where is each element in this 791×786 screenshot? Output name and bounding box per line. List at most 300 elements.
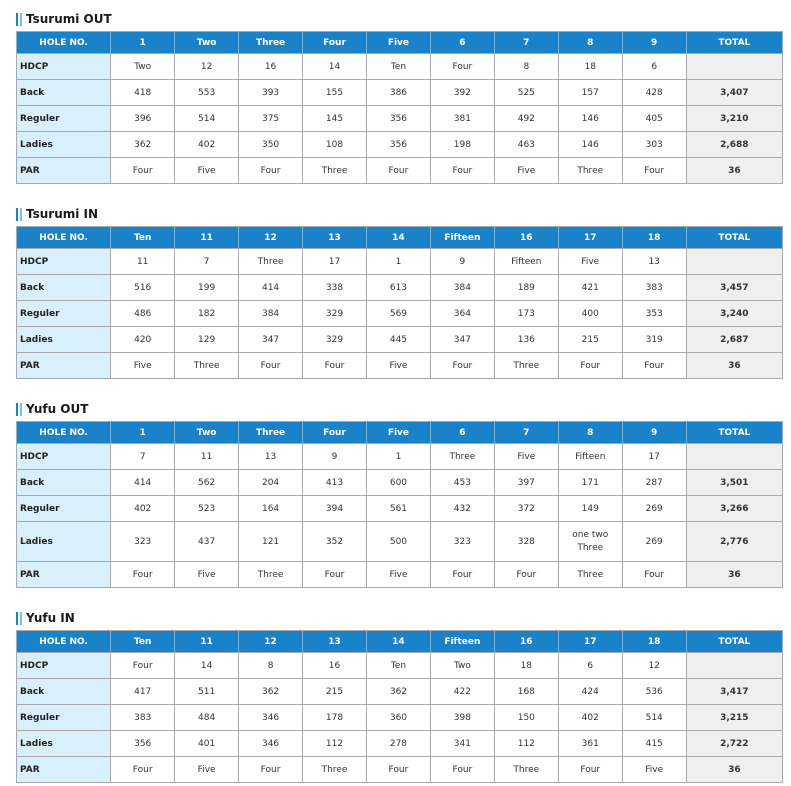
table-cell: 7	[175, 249, 239, 275]
hole-header: Fifteen	[430, 227, 494, 249]
total-cell: 3,501	[686, 470, 782, 496]
table-cell: Five	[366, 562, 430, 588]
row-label: Back	[17, 679, 111, 705]
hole-no-header: HOLE NO.	[17, 631, 111, 653]
table-cell: Five	[494, 158, 558, 184]
table-cell: Four	[303, 353, 367, 379]
row-label: Reguler	[17, 705, 111, 731]
table-cell: 492	[494, 106, 558, 132]
table-cell: 420	[111, 327, 175, 353]
table-cell: 341	[430, 731, 494, 757]
hole-header: 8	[558, 422, 622, 444]
total-header: TOTAL	[686, 422, 782, 444]
title-bar-icon	[20, 403, 22, 416]
table-cell: 6	[558, 653, 622, 679]
table-cell: 7	[111, 444, 175, 470]
hole-header: Ten	[111, 631, 175, 653]
header-row	[17, 422, 783, 444]
table-cell: 328	[494, 522, 558, 562]
hole-header: 13	[303, 631, 367, 653]
table-cell: Ten	[366, 54, 430, 80]
table-cell: 303	[622, 132, 686, 158]
table-cell: 392	[430, 80, 494, 106]
title-bar-icon	[20, 612, 22, 625]
table-cell: 146	[558, 132, 622, 158]
total-cell: 36	[686, 562, 782, 588]
table-cell: Four	[430, 158, 494, 184]
table-cell: 155	[303, 80, 367, 106]
table-cell: 424	[558, 679, 622, 705]
row-label: Reguler	[17, 496, 111, 522]
table-cell: 1	[366, 444, 430, 470]
table-cell: 323	[430, 522, 494, 562]
table-cell: 14	[175, 653, 239, 679]
total-cell: 2,722	[686, 731, 782, 757]
table-cell: 384	[239, 301, 303, 327]
table-cell: 215	[303, 679, 367, 705]
table-cell: Three	[558, 562, 622, 588]
hole-header: 16	[494, 631, 558, 653]
table-cell: Three	[430, 444, 494, 470]
table-cell: 14	[303, 54, 367, 80]
table-cell: 414	[111, 470, 175, 496]
table-cell: 523	[175, 496, 239, 522]
table-cell: 352	[303, 522, 367, 562]
table-cell: 18	[494, 653, 558, 679]
table-cell: 11	[175, 444, 239, 470]
table-cell: 164	[239, 496, 303, 522]
hole-header: 8	[558, 32, 622, 54]
row-label: PAR	[17, 158, 111, 184]
hole-header: 18	[622, 227, 686, 249]
row-label: PAR	[17, 562, 111, 588]
table-cell: 356	[366, 106, 430, 132]
hole-header: 12	[239, 631, 303, 653]
table-cell: Five	[366, 353, 430, 379]
table-cell: Three	[558, 158, 622, 184]
table-cell: 112	[494, 731, 558, 757]
table-cell: 157	[558, 80, 622, 106]
table-cell: 486	[111, 301, 175, 327]
table-cell: 402	[175, 132, 239, 158]
hole-no-header: HOLE NO.	[17, 32, 111, 54]
table-cell: Four	[111, 562, 175, 588]
table-cell: 375	[239, 106, 303, 132]
row-label: Ladies	[17, 522, 111, 562]
table-cell: 402	[558, 705, 622, 731]
hole-header: Fifteen	[430, 631, 494, 653]
title-bar-icon	[16, 208, 18, 221]
row-label: HDCP	[17, 653, 111, 679]
table-cell: Fifteen	[558, 444, 622, 470]
table-cell: 204	[239, 470, 303, 496]
table-cell: Four	[558, 353, 622, 379]
table-cell: Four	[622, 158, 686, 184]
table-cell: 347	[430, 327, 494, 353]
table-cell: 1	[366, 249, 430, 275]
table-cell: 361	[558, 731, 622, 757]
table-cell: Three	[239, 249, 303, 275]
total-cell: 2,687	[686, 327, 782, 353]
table-cell: Five	[175, 158, 239, 184]
header-row	[17, 227, 783, 249]
title-bar-icon	[16, 13, 18, 26]
table-cell: 9	[303, 444, 367, 470]
hole-header: Four	[303, 422, 367, 444]
hole-no-header: HOLE NO.	[17, 227, 111, 249]
table-cell: 362	[111, 132, 175, 158]
row-label: HDCP	[17, 249, 111, 275]
table-cell: Five	[494, 444, 558, 470]
table-cell: 396	[111, 106, 175, 132]
table-cell: Four	[111, 757, 175, 783]
table-cell: 287	[622, 470, 686, 496]
section-yufu-out	[16, 401, 783, 588]
total-header: TOTAL	[686, 227, 782, 249]
section-title	[16, 11, 783, 27]
header-row	[17, 631, 783, 653]
total-cell	[686, 54, 782, 80]
table-cell: 536	[622, 679, 686, 705]
table-cell: 516	[111, 275, 175, 301]
table-cell: 463	[494, 132, 558, 158]
table-cell: Four	[622, 353, 686, 379]
table-cell: Five	[558, 249, 622, 275]
table-cell: 383	[622, 275, 686, 301]
hole-header: 6	[430, 32, 494, 54]
section-title	[16, 206, 783, 222]
table-cell: 9	[430, 249, 494, 275]
row-label: HDCP	[17, 54, 111, 80]
table-cell: Three	[175, 353, 239, 379]
table-cell: Five	[622, 757, 686, 783]
table-cell: 149	[558, 496, 622, 522]
table-cell: 18	[558, 54, 622, 80]
table-cell: 178	[303, 705, 367, 731]
section-title-text: Yufu IN	[26, 611, 75, 625]
table-cell: Four	[239, 158, 303, 184]
table-row	[17, 353, 783, 379]
table-cell: 525	[494, 80, 558, 106]
hole-header: Three	[239, 422, 303, 444]
section-tsurumi-in	[16, 206, 783, 379]
table-cell: 500	[366, 522, 430, 562]
table-cell: Five	[111, 353, 175, 379]
total-cell	[686, 444, 782, 470]
total-cell: 36	[686, 757, 782, 783]
table-cell: 428	[622, 80, 686, 106]
table-cell: Four	[366, 757, 430, 783]
table-cell: 400	[558, 301, 622, 327]
hole-header: Ten	[111, 227, 175, 249]
total-cell: 3,240	[686, 301, 782, 327]
table-cell: 413	[303, 470, 367, 496]
scorecard-table	[16, 31, 783, 184]
table-cell: 108	[303, 132, 367, 158]
table-cell: Four	[239, 353, 303, 379]
table-row	[17, 54, 783, 80]
table-cell: 356	[111, 731, 175, 757]
table-cell: 319	[622, 327, 686, 353]
hole-header: 7	[494, 32, 558, 54]
table-cell: 278	[366, 731, 430, 757]
total-cell: 3,457	[686, 275, 782, 301]
table-row	[17, 158, 783, 184]
table-cell: 16	[239, 54, 303, 80]
table-cell: 146	[558, 106, 622, 132]
table-cell: 394	[303, 496, 367, 522]
table-row	[17, 562, 783, 588]
table-cell: Five	[175, 757, 239, 783]
section-tsurumi-out	[16, 11, 783, 184]
table-cell: Three	[494, 353, 558, 379]
table-cell: 397	[494, 470, 558, 496]
table-cell: 360	[366, 705, 430, 731]
table-cell: 421	[558, 275, 622, 301]
table-cell: 17	[303, 249, 367, 275]
table-cell: 384	[430, 275, 494, 301]
table-cell: 356	[366, 132, 430, 158]
total-cell: 3,266	[686, 496, 782, 522]
hole-no-header: HOLE NO.	[17, 422, 111, 444]
table-cell: Four	[430, 562, 494, 588]
hole-header: Three	[239, 32, 303, 54]
row-label: Reguler	[17, 301, 111, 327]
total-header: TOTAL	[686, 32, 782, 54]
table-row	[17, 132, 783, 158]
table-cell: 445	[366, 327, 430, 353]
total-cell: 2,688	[686, 132, 782, 158]
row-label: Back	[17, 80, 111, 106]
total-cell	[686, 653, 782, 679]
table-cell: 398	[430, 705, 494, 731]
table-cell: 514	[175, 106, 239, 132]
table-cell: Four	[111, 158, 175, 184]
table-cell: 189	[494, 275, 558, 301]
table-cell: 453	[430, 470, 494, 496]
table-cell: 484	[175, 705, 239, 731]
hole-header: 11	[175, 227, 239, 249]
section-title-text: Tsurumi OUT	[26, 12, 112, 26]
table-cell: 405	[622, 106, 686, 132]
table-cell: 353	[622, 301, 686, 327]
hole-header: 11	[175, 631, 239, 653]
total-header: TOTAL	[686, 631, 782, 653]
hole-header: Five	[366, 422, 430, 444]
table-row	[17, 705, 783, 731]
table-cell: Four	[622, 562, 686, 588]
header-row	[17, 32, 783, 54]
total-cell: 36	[686, 158, 782, 184]
scorecard-table	[16, 630, 783, 783]
table-cell: 346	[239, 705, 303, 731]
table-row	[17, 327, 783, 353]
table-cell: 350	[239, 132, 303, 158]
row-label: Reguler	[17, 106, 111, 132]
table-cell: 414	[239, 275, 303, 301]
table-cell: 182	[175, 301, 239, 327]
title-bar-icon	[16, 612, 18, 625]
table-cell: 402	[111, 496, 175, 522]
table-cell: 12	[622, 653, 686, 679]
table-cell: 168	[494, 679, 558, 705]
table-cell: Four	[239, 757, 303, 783]
table-row	[17, 496, 783, 522]
hole-header: 9	[622, 422, 686, 444]
section-title-text: Yufu OUT	[26, 402, 89, 416]
table-cell: Ten	[366, 653, 430, 679]
total-cell: 2,776	[686, 522, 782, 562]
table-cell: 13	[239, 444, 303, 470]
table-cell: 13	[622, 249, 686, 275]
row-label: HDCP	[17, 444, 111, 470]
table-row	[17, 470, 783, 496]
table-cell: 17	[622, 444, 686, 470]
hole-header: 6	[430, 422, 494, 444]
scorecard-table	[16, 421, 783, 588]
table-cell: 16	[303, 653, 367, 679]
table-cell: Four	[111, 653, 175, 679]
table-cell: Four	[430, 54, 494, 80]
table-cell: Four	[558, 757, 622, 783]
table-row	[17, 444, 783, 470]
table-cell: 112	[303, 731, 367, 757]
table-row	[17, 679, 783, 705]
table-cell: 12	[175, 54, 239, 80]
table-cell: 346	[239, 731, 303, 757]
table-cell: Four	[494, 562, 558, 588]
table-cell: 199	[175, 275, 239, 301]
hole-header: 14	[366, 631, 430, 653]
table-cell: 145	[303, 106, 367, 132]
table-cell: Three	[239, 562, 303, 588]
hole-header: 9	[622, 32, 686, 54]
row-label: PAR	[17, 757, 111, 783]
table-cell: 432	[430, 496, 494, 522]
table-cell: 381	[430, 106, 494, 132]
hole-header: Five	[366, 32, 430, 54]
table-cell: 136	[494, 327, 558, 353]
table-cell: 511	[175, 679, 239, 705]
table-row	[17, 249, 783, 275]
table-cell: Three	[303, 757, 367, 783]
table-cell: Two	[430, 653, 494, 679]
table-cell: 329	[303, 301, 367, 327]
section-title-text: Tsurumi IN	[26, 207, 99, 221]
total-cell: 36	[686, 353, 782, 379]
row-label: Back	[17, 470, 111, 496]
hole-header: 17	[558, 227, 622, 249]
title-bar-icon	[20, 13, 22, 26]
hole-header: 18	[622, 631, 686, 653]
table-cell: 372	[494, 496, 558, 522]
total-cell: 3,215	[686, 705, 782, 731]
table-cell: 215	[558, 327, 622, 353]
scorecard-table	[16, 226, 783, 379]
table-cell: Four	[430, 353, 494, 379]
row-label: Ladies	[17, 132, 111, 158]
row-label: PAR	[17, 353, 111, 379]
section-title	[16, 401, 783, 417]
table-cell: 362	[239, 679, 303, 705]
table-cell: Three	[494, 757, 558, 783]
table-row	[17, 757, 783, 783]
table-cell: 364	[430, 301, 494, 327]
table-cell: 8	[494, 54, 558, 80]
hole-header: Two	[175, 32, 239, 54]
table-cell: 121	[239, 522, 303, 562]
table-cell: 338	[303, 275, 367, 301]
table-cell: 600	[366, 470, 430, 496]
hole-header: 13	[303, 227, 367, 249]
hole-header: Four	[303, 32, 367, 54]
table-cell: Fifteen	[494, 249, 558, 275]
title-bar-icon	[20, 208, 22, 221]
table-cell: 173	[494, 301, 558, 327]
table-cell: 393	[239, 80, 303, 106]
table-cell: 11	[111, 249, 175, 275]
table-cell: 198	[430, 132, 494, 158]
table-cell: 347	[239, 327, 303, 353]
table-row	[17, 301, 783, 327]
table-cell: 269	[622, 496, 686, 522]
table-cell: 562	[175, 470, 239, 496]
table-cell: 613	[366, 275, 430, 301]
table-cell: 269	[622, 522, 686, 562]
title-bar-icon	[16, 403, 18, 416]
total-cell: 3,417	[686, 679, 782, 705]
table-cell: 569	[366, 301, 430, 327]
table-cell: 415	[622, 731, 686, 757]
table-row	[17, 275, 783, 301]
total-cell	[686, 249, 782, 275]
table-cell: 362	[366, 679, 430, 705]
table-cell: 386	[366, 80, 430, 106]
hole-header: 16	[494, 227, 558, 249]
hole-header: 17	[558, 631, 622, 653]
hole-header: 1	[111, 422, 175, 444]
table-cell: 323	[111, 522, 175, 562]
table-row	[17, 522, 783, 562]
table-cell: 437	[175, 522, 239, 562]
table-row	[17, 653, 783, 679]
hole-header: 7	[494, 422, 558, 444]
hole-header: Two	[175, 422, 239, 444]
table-row	[17, 80, 783, 106]
table-cell: 417	[111, 679, 175, 705]
table-cell: 383	[111, 705, 175, 731]
table-cell: 150	[494, 705, 558, 731]
table-cell: Five	[175, 562, 239, 588]
table-row	[17, 731, 783, 757]
table-cell: 561	[366, 496, 430, 522]
table-cell: 8	[239, 653, 303, 679]
table-cell: Two	[111, 54, 175, 80]
total-cell: 3,407	[686, 80, 782, 106]
table-cell: one two Three	[558, 522, 622, 562]
hole-header: 1	[111, 32, 175, 54]
table-cell: 418	[111, 80, 175, 106]
table-cell: 329	[303, 327, 367, 353]
table-cell: 553	[175, 80, 239, 106]
table-row	[17, 106, 783, 132]
table-cell: 6	[622, 54, 686, 80]
table-cell: 422	[430, 679, 494, 705]
row-label: Ladies	[17, 731, 111, 757]
row-label: Back	[17, 275, 111, 301]
table-cell: 401	[175, 731, 239, 757]
table-cell: Four	[303, 562, 367, 588]
